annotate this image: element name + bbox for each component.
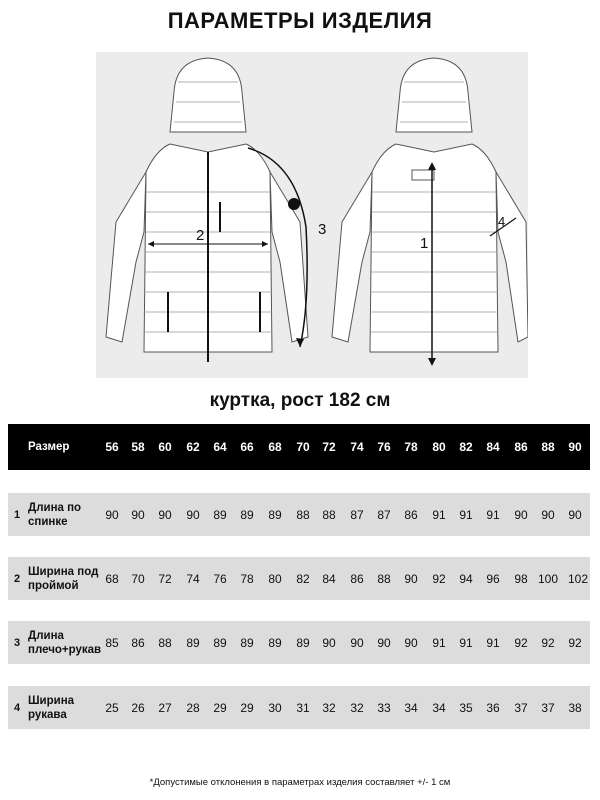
product-subtitle: куртка, рост 182 см [209, 390, 391, 411]
row-label: Длина по спинке [28, 501, 82, 528]
size-header: 72 [322, 440, 336, 454]
table-cell: 90 [186, 507, 200, 522]
table-cell: 31 [296, 700, 310, 715]
size-header: 88 [541, 440, 555, 454]
table-cell: 91 [486, 507, 500, 522]
size-header: 86 [514, 440, 528, 454]
size-header: 58 [131, 440, 145, 454]
table-cell: 70 [131, 571, 145, 586]
table-cell: 91 [432, 635, 446, 650]
size-header: 74 [350, 440, 364, 454]
size-header: 66 [240, 440, 254, 454]
table-cell: 37 [514, 700, 528, 715]
table-cell: 28 [186, 700, 200, 715]
table-cell: 74 [186, 571, 200, 586]
row-number: 4 [13, 701, 21, 714]
table-cell: 89 [268, 507, 282, 522]
table-cell: 35 [459, 700, 473, 715]
size-header: 60 [158, 440, 172, 454]
size-header: 80 [432, 440, 446, 454]
size-header: 84 [486, 440, 500, 454]
table-cell: 92 [568, 635, 582, 650]
size-header: 90 [568, 440, 582, 454]
size-header: 64 [213, 440, 227, 454]
size-header: 56 [105, 440, 119, 454]
table-cell: 92 [432, 571, 446, 586]
label-2: 2 [196, 227, 205, 244]
size-header: 70 [296, 440, 310, 454]
table-cell: 102 [567, 571, 589, 586]
table-cell: 87 [377, 507, 391, 522]
table-cell: 89 [268, 635, 282, 650]
size-header: 78 [404, 440, 418, 454]
table-cell: 89 [296, 635, 310, 650]
label-1: 1 [420, 235, 429, 252]
header-label: Размер [28, 441, 70, 453]
table-cell: 92 [541, 635, 555, 650]
table-cell: 90 [350, 635, 364, 650]
table-cell: 100 [537, 571, 559, 586]
table-row [8, 621, 590, 664]
table-cell: 89 [213, 507, 227, 522]
table-cell: 90 [322, 635, 336, 650]
table-cell: 90 [568, 507, 582, 522]
jacket-illustration [96, 52, 528, 378]
table-cell: 34 [404, 700, 418, 715]
table-cell: 68 [105, 571, 119, 586]
table-cell: 91 [486, 635, 500, 650]
table-cell: 90 [404, 635, 418, 650]
table-cell: 90 [377, 635, 391, 650]
table-cell: 33 [377, 700, 391, 715]
table-cell: 80 [268, 571, 282, 586]
table-cell: 25 [105, 700, 119, 715]
table-cell: 86 [131, 635, 145, 650]
table-cell: 32 [350, 700, 364, 715]
table-cell: 96 [486, 571, 500, 586]
row-number: 2 [13, 572, 21, 585]
table-cell: 88 [158, 635, 172, 650]
table-cell: 88 [322, 507, 336, 522]
table-cell: 91 [432, 507, 446, 522]
table-cell: 82 [296, 571, 310, 586]
label-3: 3 [318, 221, 327, 238]
size-header: 76 [377, 440, 391, 454]
table-cell: 89 [240, 507, 254, 522]
table-cell: 89 [213, 635, 227, 650]
table-cell: 90 [514, 507, 528, 522]
footnote: *Допустимые отклонения в параметрах изделия составляет +/- 1 см [149, 777, 451, 788]
table-header [8, 424, 590, 470]
table-row [8, 686, 590, 729]
table-cell: 84 [322, 571, 336, 586]
size-header: 68 [268, 440, 282, 454]
row-number: 3 [13, 636, 21, 649]
size-header: 62 [186, 440, 200, 454]
table-cell: 32 [322, 700, 336, 715]
table-cell: 78 [240, 571, 254, 586]
table-cell: 94 [459, 571, 473, 586]
row-label: Ширина под проймой [28, 565, 99, 592]
table-cell: 90 [105, 507, 119, 522]
table-cell: 30 [268, 700, 282, 715]
table-cell: 86 [350, 571, 364, 586]
table-cell: 26 [131, 700, 145, 715]
table-row [8, 557, 590, 600]
table-cell: 88 [377, 571, 391, 586]
table-cell: 90 [158, 507, 172, 522]
table-cell: 27 [158, 700, 172, 715]
table-cell: 86 [404, 507, 418, 522]
table-cell: 76 [213, 571, 227, 586]
table-cell: 90 [541, 507, 555, 522]
page-title: ПАРАМЕТРЫ ИЗДЕЛИЯ [167, 8, 433, 33]
row-label: Длина плечо+рукав [28, 629, 102, 656]
table-cell: 91 [459, 507, 473, 522]
table-cell: 38 [568, 700, 582, 715]
label-4: 4 [498, 214, 506, 229]
table-cell: 29 [213, 700, 227, 715]
table-cell: 37 [541, 700, 555, 715]
table-cell: 85 [105, 635, 119, 650]
size-header: 82 [459, 440, 473, 454]
table-cell: 90 [404, 571, 418, 586]
table-cell: 90 [131, 507, 145, 522]
table-cell: 88 [296, 507, 310, 522]
table-cell: 89 [240, 635, 254, 650]
table-cell: 36 [486, 700, 500, 715]
table-cell: 89 [186, 635, 200, 650]
row-number: 1 [13, 508, 21, 521]
table-row [8, 493, 590, 536]
table-cell: 34 [432, 700, 446, 715]
table-cell: 98 [514, 571, 528, 586]
table-cell: 92 [514, 635, 528, 650]
table-cell: 91 [459, 635, 473, 650]
table-cell: 29 [240, 700, 254, 715]
table-cell: 87 [350, 507, 364, 522]
row-label: Ширина рукава [28, 694, 75, 721]
table-cell: 72 [158, 571, 172, 586]
